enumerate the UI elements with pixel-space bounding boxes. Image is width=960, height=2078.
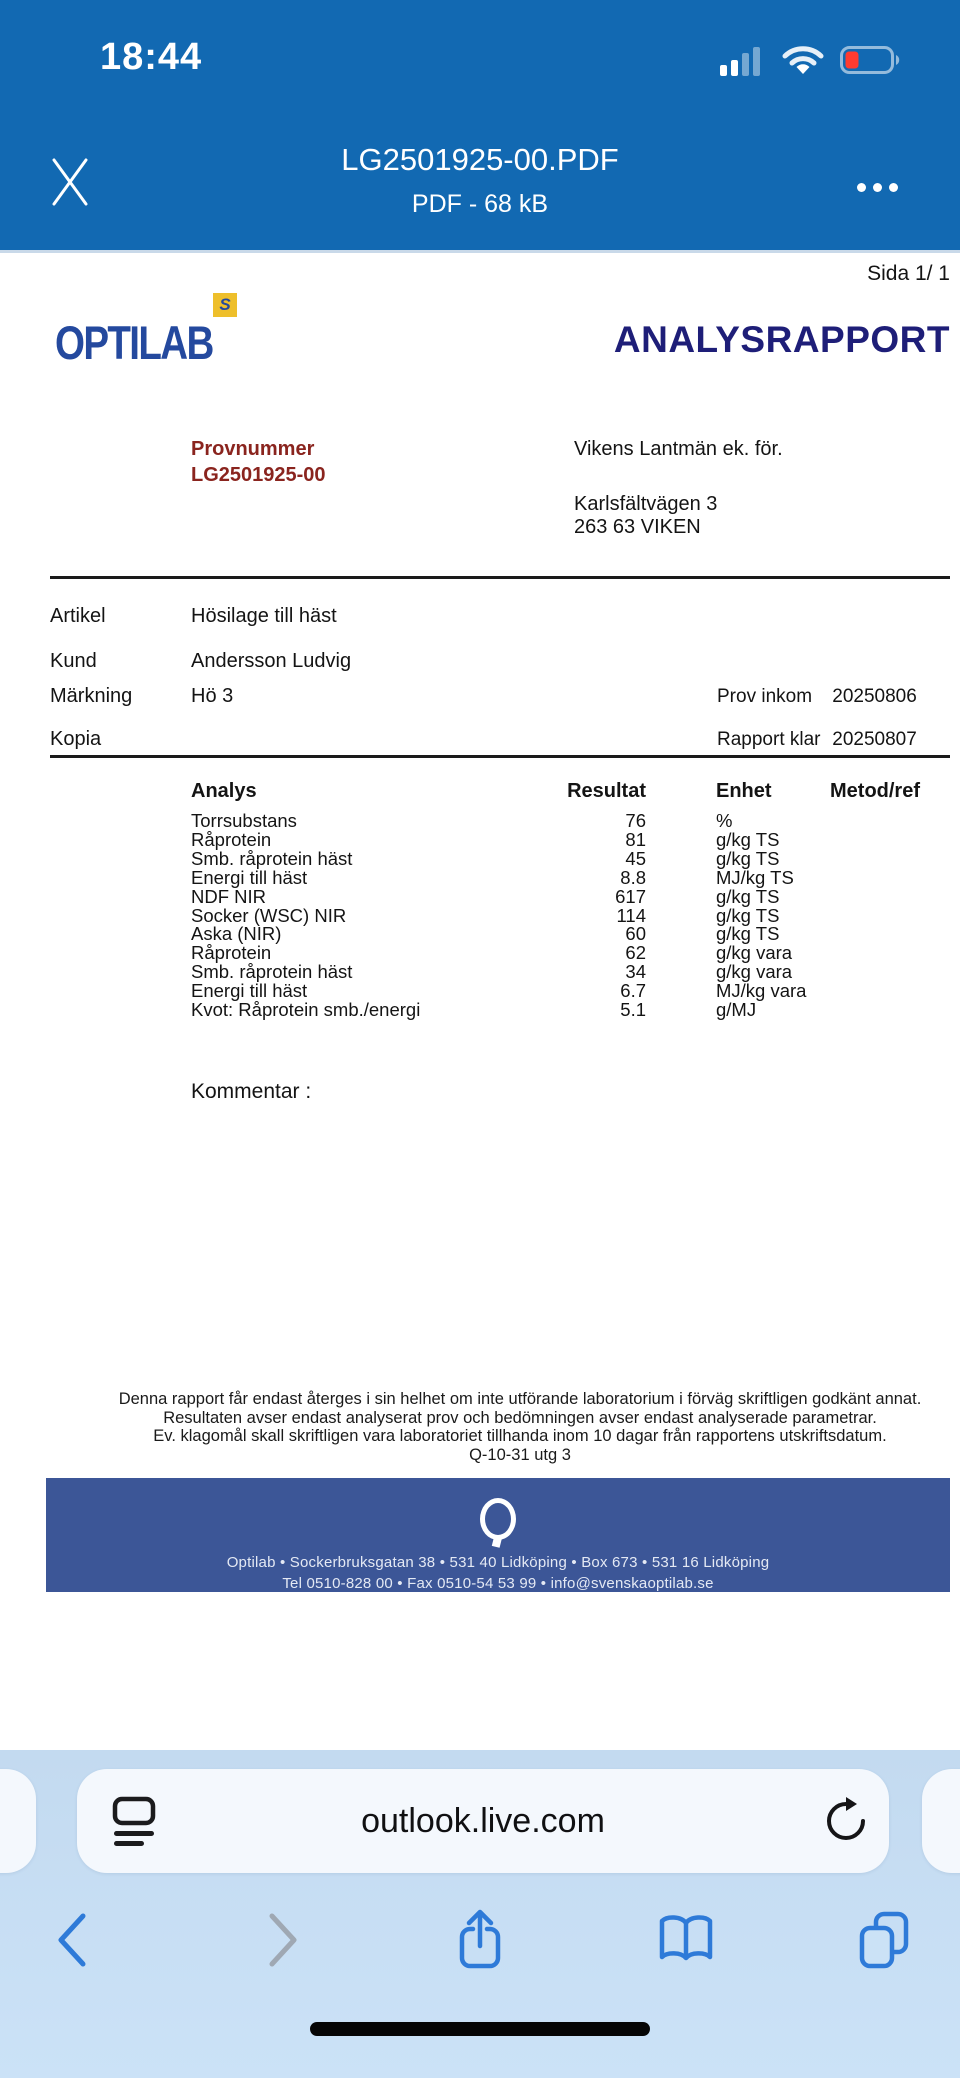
- table-row: Energi till häst 6.7 MJ/kg vara: [191, 980, 807, 1002]
- table-row: Kvot: Råprotein smb./energi 5.1 g/MJ: [191, 999, 757, 1021]
- optilab-logo: [55, 293, 255, 369]
- logo-badge: S: [213, 293, 237, 317]
- table-row: Energi till häst 8.8 MJ/kg TS: [191, 866, 794, 888]
- home-indicator[interactable]: [310, 2022, 650, 2036]
- table-row: Torrsubstans 76 %: [191, 810, 733, 831]
- horizontal-rule: [50, 576, 950, 579]
- file-meta: PDF - 68 kB: [411, 190, 549, 218]
- wifi-icon: [781, 44, 825, 81]
- report-title: ANALYSRAPPORT: [613, 319, 950, 360]
- table-row: Aska (NIR) 60 g/kg TS: [191, 923, 780, 945]
- table-row: Smb. råprotein häst 34 g/kg vara: [191, 961, 793, 983]
- previous-tab-stub[interactable]: [0, 1769, 36, 1873]
- meta-row: Prov inkom 20250806: [717, 686, 917, 707]
- more-options-icon[interactable]: [846, 172, 908, 202]
- meta-row: Rapport klar 20250807: [717, 729, 917, 750]
- safari-toolbar: [0, 1908, 960, 1972]
- file-title: LG2501925-00.PDF: [341, 142, 619, 177]
- disclaimer: Denna rapport får endast återges i sin helhet om inte utförande laboratorium i förväg skriftligen godkänt annat. Resultaten avser endast analyserat prov och bedömningen avser endast analyserade parametrar. Ev. klagomål skall skriftligen vara laboratoriet tillhanda inom 10 dagar från rapportens utskriftsdatum. Q-10-31 utg 3: [118, 1390, 922, 1464]
- horizontal-rule: [50, 755, 950, 758]
- footer-contact: Tel 0510-828 00 • Fax 0510-54 53 99 • info@svenskaoptilab.se: [282, 1575, 714, 1592]
- next-tab-stub[interactable]: [922, 1769, 960, 1873]
- table-row: Råprotein 62 g/kg vara: [191, 942, 793, 964]
- recipient-street: Karlsfältvägen 3: [574, 493, 718, 515]
- battery-icon: [840, 44, 902, 81]
- pdf-page: [0, 253, 960, 1750]
- forward-icon[interactable]: [248, 1908, 312, 1972]
- back-icon[interactable]: [43, 1908, 107, 1972]
- sample-number-value: LG2501925-00: [191, 464, 326, 486]
- table-row: Socker (WSC) NIR 114 g/kg TS: [191, 904, 780, 926]
- url-label: outlook.live.com: [361, 1802, 605, 1840]
- clock: 18:44: [100, 36, 203, 78]
- cellular-signal-icon: [720, 44, 766, 81]
- share-icon[interactable]: [448, 1908, 512, 1972]
- recipient-name: Vikens Lantmän ek. för.: [574, 438, 783, 460]
- address-bar[interactable]: [77, 1769, 889, 1873]
- footer-address: Optilab • Sockerbruksgatan 38 • 531 40 Lidköping • Box 673 • 531 16 Lidköping: [226, 1554, 770, 1571]
- page-indicator: Sida 1/ 1: [867, 262, 950, 285]
- safari-bottom-chrome: [0, 1750, 960, 2078]
- bookmarks-icon[interactable]: [654, 1908, 718, 1972]
- analysis-table-header: Analys Resultat Enhet Metod/ref: [191, 780, 920, 802]
- report-footer: [46, 1478, 950, 1592]
- table-row: Råprotein 81 g/kg TS: [191, 828, 780, 850]
- refresh-icon[interactable]: [821, 1797, 869, 1845]
- analysis-table-body: [191, 812, 951, 1020]
- pdf-viewer-header: [0, 0, 960, 252]
- table-row: Smb. råprotein häst 45 g/kg TS: [191, 847, 780, 869]
- optilab-emblem-icon: [480, 1498, 516, 1544]
- sample-info-rows: Artikel Hösilage till häst Kund Andersson Ludvig Märkning Hö 3 Kopia: [50, 605, 352, 750]
- logo-text: OPTILAB: [55, 316, 213, 369]
- table-row: NDF NIR 617 g/kg TS: [191, 885, 780, 907]
- sample-number-label: Provnummer: [191, 438, 315, 460]
- comment-label: Kommentar :: [191, 1080, 312, 1103]
- recipient-city: 263 63 VIKEN: [574, 516, 701, 538]
- tabs-icon[interactable]: [852, 1908, 916, 1972]
